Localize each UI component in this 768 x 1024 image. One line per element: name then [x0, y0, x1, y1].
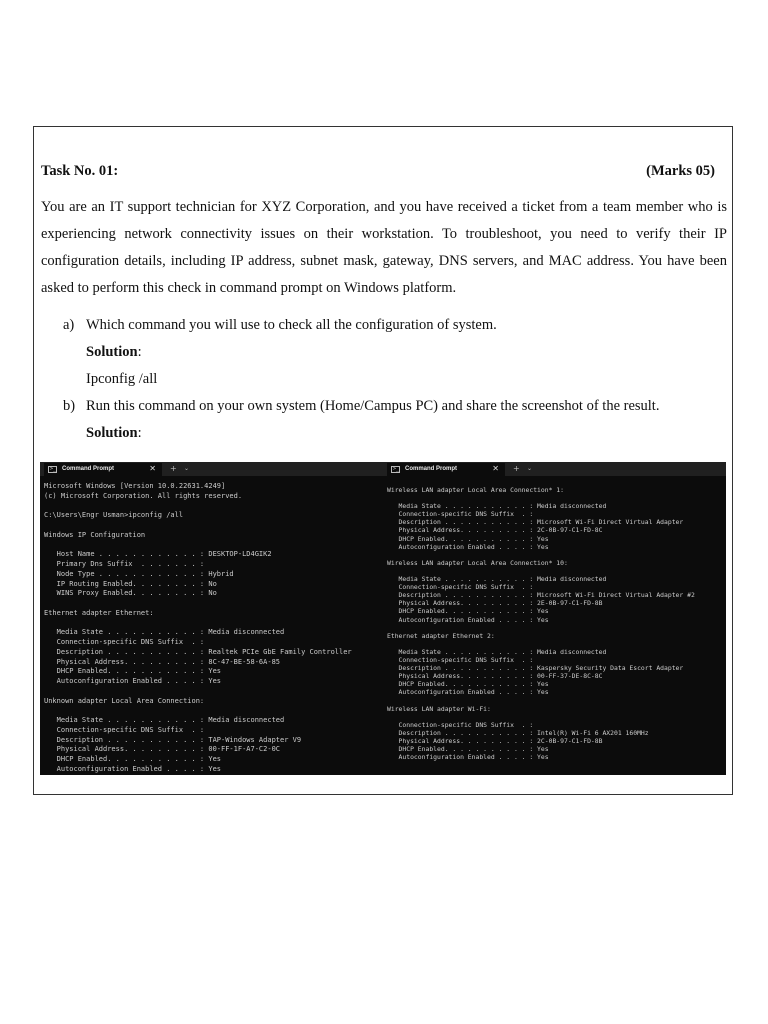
command-prompt-icon: >_	[50, 466, 57, 472]
question-b-text: Run this command on your own system (Home/Campus PC) and share the screenshot of the result.	[86, 398, 660, 414]
question-a-marker: a)	[63, 317, 75, 333]
left-tab-title: Command Prompt	[62, 466, 115, 472]
chevron-down-icon[interactable]: ⌄	[527, 465, 533, 472]
task-marks: (Marks 05)	[646, 163, 715, 179]
close-icon[interactable]: ✕	[149, 464, 156, 473]
answer-a: Ipconfig /all	[86, 371, 158, 387]
right-terminal-output: Wireless LAN adapter Local Area Connection* 1: Media State . . . . . . . . . . . : Media disconnected Connection-specific DNS Suffix . : Description . . . . . . . . . . . : Microsoft Wi-Fi Direct Virtual Adapter Physical Address. . . . . . . . . : 2C-0B-97-C1-FD-8C DHCP Enabled. . . . . . . . . . . : Yes Autoconfiguration Enabled . . . . : Yes Wireless LAN adapter Local Area Connection* 10: Media State . . . . . . . . . . . : Media disconnected Connection-specific DNS Suffix . : Description . . . . . . . . . . . : Microsoft Wi-Fi Direct Virtual Adapter #2 Physical Address. . . . . . . . . : 2E-0B-97-C1-FD-8B DHCP Enabled. . . . . . . . . . . : Yes Autoconfiguration Enabled . . . . : Yes Ethernet adapter Ethernet 2: Media State . . . . . . . . . . . : Media disconnected Connection-specific DNS Suffix . : Description . . . . . . . . . . . : Kaspersky Security Data Escort Adapter Physical Address. . . . . . . . . : 00-FF-37-DE-8C-8C DHCP Enabled. . . . . . . . . . . : Yes Autoconfiguration Enabled . . . . : Yes Wireless LAN adapter Wi-Fi: Connection-specific DNS Suffix . : Description . . . . . . . . . . . : Intel(R) Wi-Fi 6 AX201 160MHz Physical Address. . . . . . . . . : 2C-0B-97-C1-FD-8B DHCP Enabled. . . . . . . . . . . : Yes Autoconfiguration Enabled . . . . : Yes	[387, 486, 695, 762]
question-b-marker: b)	[63, 398, 76, 414]
solution-b: Solution:	[86, 425, 142, 441]
left-terminal-window	[40, 462, 383, 775]
right-tab[interactable]	[387, 463, 505, 476]
new-tab-icon[interactable]: +	[513, 464, 520, 473]
command-prompt-icon: >_	[393, 466, 400, 472]
left-terminal-output: Microsoft Windows [Version 10.0.22631.4249] (c) Microsoft Corporation. All rights reserved. C:\Users\Engr Usman>ipconfig /all Windows IP Configuration Host Name . . . . . . . . . . . . : DESKTOP-LD4GIK2 Primary Dns Suffix . . . . . . . : Node Type . . . . . . . . . . . . : Hybrid IP Routing Enabled. . . . . . . . : No WINS Proxy Enabled. . . . . . . . : No Ethernet adapter Ethernet: Media State . . . . . . . . . . . : Media disconnected Connection-specific DNS Suffix . : Description . . . . . . . . . . . : Realtek PCIe GbE Family Controller Physical Address. . . . . . . . . : 8C-47-BE-58-6A-85 DHCP Enabled. . . . . . . . . . . : Yes Autoconfiguration Enabled . . . . : Yes Unknown adapter Local Area Connection: Media State . . . . . . . . . . . : Media disconnected Connection-specific DNS Suffix . : Description . . . . . . . . . . . : TAP-Windows Adapter V9 Physical Address. . . . . . . . . : 00-FF-1F-A7-C2-0C DHCP Enabled. . . . . . . . . . . : Yes Autoconfiguration Enabled . . . . : Yes	[44, 482, 352, 773]
left-tab-bar	[40, 462, 383, 476]
left-tab[interactable]	[44, 463, 162, 476]
task-container	[33, 126, 733, 795]
question-a-text: Which command you will use to check all the configuration of system.	[86, 317, 497, 333]
right-terminal-window	[383, 462, 726, 775]
task-description: You are an IT support technician for XYZ Corporation, and you have received a ticket from a team member who is experiencing network connectivity issues on their workstation. To troubleshoot, you need to verify their IP configuration details, including IP address, subnet mask, gateway, DNS servers, and MAC address. You have been asked to perform this check in command prompt on Windows platform.	[41, 199, 727, 296]
solution-a: Solution:	[86, 344, 142, 360]
ipconfig-screenshot	[40, 462, 726, 775]
solution-b-label: Solution	[86, 425, 138, 441]
close-icon[interactable]: ✕	[492, 464, 499, 473]
task-header	[41, 163, 715, 180]
right-tab-title: Command Prompt	[405, 466, 458, 472]
right-tab-bar	[383, 462, 726, 476]
chevron-down-icon[interactable]: ⌄	[184, 465, 190, 472]
new-tab-icon[interactable]: +	[170, 464, 177, 473]
solution-a-label: Solution	[86, 344, 138, 360]
task-title: Task No. 01:	[41, 163, 119, 179]
